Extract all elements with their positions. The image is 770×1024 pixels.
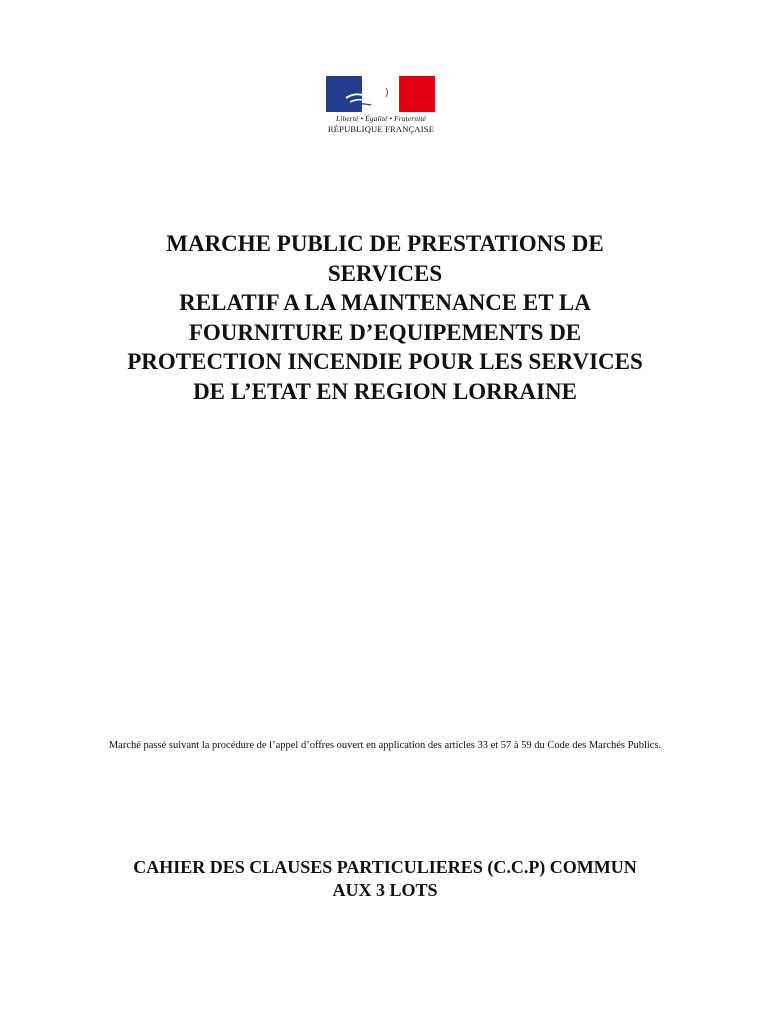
marianne-logo-icon [326, 76, 435, 112]
subtitle-line: CAHIER DES CLAUSES PARTICULIERES (C.C.P) COMMUN [133, 857, 637, 877]
subtitle-line: AUX 3 LOTS [332, 880, 438, 900]
logo-motto: Liberté • Égalité • Fraternité [336, 114, 426, 123]
document-title [60, 229, 710, 406]
logo-republic-name: RÉPUBLIQUE FRANÇAISE [327, 124, 435, 134]
republique-francaise-logo [326, 76, 436, 138]
title-line: SERVICES [327, 260, 443, 286]
procedure-text: Marché passé suivant la procédure de l’appel d’offres ouvert en application des articles 33 et 57 à 59 du Code des Marchés Publics. [108, 740, 662, 751]
title-line: RELATIF A LA MAINTENANCE ET LA [179, 290, 591, 315]
title-line: PROTECTION INCENDIE POUR LES SERVICES [127, 349, 643, 374]
document-subtitle [60, 856, 710, 902]
title-line: MARCHE PUBLIC DE PRESTATIONS DE [166, 231, 604, 256]
title-line: FOURNITURE D’EQUIPEMENTS DE [188, 319, 582, 345]
title-line: DE L’ETAT EN REGION LORRAINE [193, 378, 577, 404]
